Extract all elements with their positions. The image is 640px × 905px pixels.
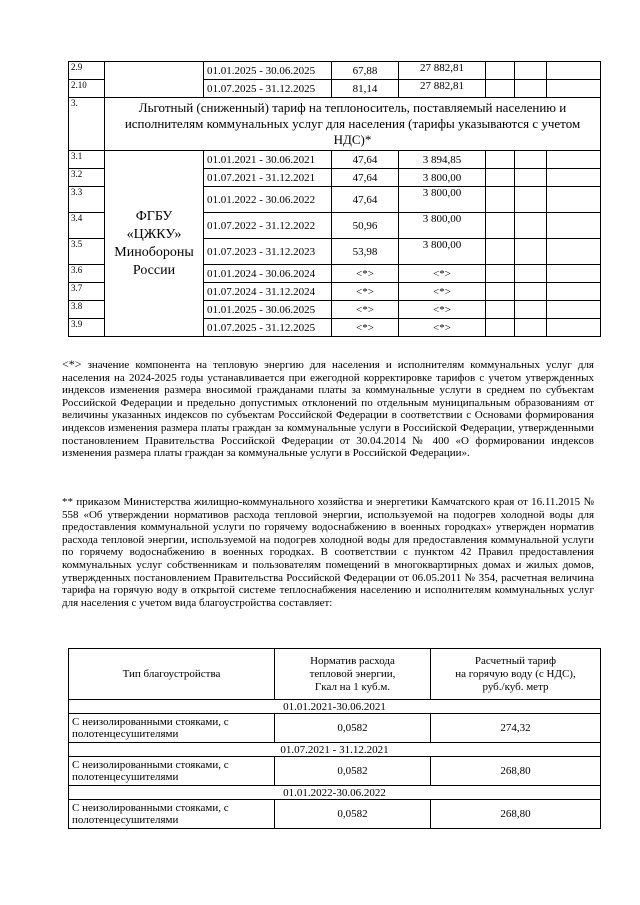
tariff-cell: 268,80 [431, 757, 601, 786]
empty-cell [515, 301, 547, 319]
tariff-cell: 268,80 [431, 800, 601, 829]
period-cell: 01.07.2024 - 31.12.2024 [204, 283, 332, 301]
table-row [69, 714, 601, 743]
row-number: 3.7 [69, 283, 105, 301]
rate-cell: 81,14 [332, 80, 399, 98]
header-type: Тип благоустройства [69, 649, 275, 700]
row-number: 3.9 [69, 319, 105, 337]
rate-cell: 53,98 [332, 239, 399, 265]
rate-cell: 50,96 [332, 213, 399, 239]
empty-cell [486, 283, 515, 301]
price-cell: <*> [399, 283, 486, 301]
org-cell-empty [105, 62, 204, 98]
section-heading-row [69, 98, 601, 151]
hot-water-tariff-table [68, 648, 601, 829]
period-cell: 01.01.2021 - 30.06.2021 [204, 151, 332, 169]
price-cell: 3 800,00 [399, 213, 486, 239]
period-label: 01.01.2021-30.06.2021 [69, 700, 601, 714]
empty-cell [547, 62, 601, 80]
table-row [69, 151, 601, 169]
footnote-mark: <*> [62, 357, 82, 371]
section-heading: Льготный (сниженный) тариф на теплоноситель, поставляемый населению и исполнителям коммунальных услуг для населения (тарифы указываются с учетом НДС)* [105, 98, 601, 151]
price-cell: 3 894,85 [399, 151, 486, 169]
empty-cell [486, 151, 515, 169]
footnote-tariff-index [62, 358, 594, 460]
period-cell: 01.01.2025 - 30.06.2025 [204, 62, 332, 80]
period-row [69, 700, 601, 714]
norm-cell: 0,0582 [275, 714, 431, 743]
header-line: на горячую воду (с НДС), [455, 667, 576, 680]
tariff-table [68, 61, 601, 337]
type-line: полотенцесушителями [72, 814, 179, 826]
row-number: 3.3 [69, 187, 105, 213]
period-cell: 01.01.2022 - 30.06.2022 [204, 187, 332, 213]
row-number: 3. [69, 98, 105, 151]
type-line: полотенцесушителями [72, 771, 179, 783]
table-row [69, 62, 601, 80]
rate-cell: 47,64 [332, 187, 399, 213]
footnote-hot-water-norm: ** приказом Министерства жилищно-коммунального хозяйства и энергетики Камчатского края от 16.11.2015 № 558 «Об утверждении нормативов расхода тепловой энергии, используемой на подогрев холодной воды для предоставления коммунальной услуги по горячему водоснабжению в военных городках» утвержден норматив расхода тепловой энергии, используемой на подогрев холодной воды для предоставления коммунальной услуги по горячему водоснабжению в военных городках. В соответствии с пунктом 42 Правил предоставления коммунальных услуг собственникам и пользователям помещений в многоквартирных домах и жилых домов, утвержденных постановлением Правительства Российской Федерации от 06.05.2011 № 354, расчетная величина тарифа на горячую воду в открытой системе теплоснабжения населению и исполнителям коммунальных услуг для населения с учетом вида благоустройства составляет: [62, 496, 594, 609]
header-norm [275, 649, 431, 700]
price-cell: 27 882,81 [399, 80, 486, 98]
period-label: 01.07.2021 - 31.12.2021 [69, 743, 601, 757]
empty-cell [547, 265, 601, 283]
rate-cell: 47,64 [332, 151, 399, 169]
rate-cell: <*> [332, 283, 399, 301]
price-cell: <*> [399, 319, 486, 337]
tariff-cell: 274,32 [431, 714, 601, 743]
period-cell: 01.07.2025 - 31.12.2025 [204, 80, 332, 98]
footnote-text: значение компонента на тепловую энергию для населения и исполнителям коммунальных услуг для населения на 2024-2025 годы устанавливается при ежегодной корректировке тарифов с учетом утвержденных индексов изменения размера вносимой гражданами платы за коммунальные услуги в среднем по субъектам Российской Федерации и предельно допустимых отклонений по отдельным муниципальным образованиям от величины указанных индексов по субъектам Российской Федерации в соответствии с Основами формирования индексов изменения размера платы граждан за коммунальные услуги в Российской Федерации, утвержденными постановлением Правительства Российской Федерации от 30.04.2014 № 400 «О формировании индексов изменения размера платы граждан за коммунальные услуги в Российской Федерации». [62, 359, 594, 460]
empty-cell [547, 239, 601, 265]
row-number: 3.4 [69, 213, 105, 239]
price-cell: <*> [399, 301, 486, 319]
type-cell [69, 800, 275, 829]
period-cell: 01.07.2023 - 31.12.2023 [204, 239, 332, 265]
norm-cell: 0,0582 [275, 800, 431, 829]
period-cell: 01.01.2024 - 30.06.2024 [204, 265, 332, 283]
table-header-row [69, 649, 601, 700]
header-line: Расчетный тариф [474, 654, 557, 667]
empty-cell [486, 213, 515, 239]
row-number: 3.1 [69, 151, 105, 169]
norm-cell: 0,0582 [275, 757, 431, 786]
period-cell: 01.07.2021 - 31.12.2021 [204, 169, 332, 187]
period-cell: 01.07.2022 - 31.12.2022 [204, 213, 332, 239]
price-cell: 3 800,00 [399, 169, 486, 187]
empty-cell [486, 62, 515, 80]
period-label: 01.01.2022-30.06.2022 [69, 786, 601, 800]
row-number: 2.9 [69, 62, 105, 80]
header-line: Гкал на 1 куб.м. [314, 680, 391, 693]
empty-cell [547, 283, 601, 301]
type-line: С неизолированными стояками, с [72, 802, 229, 814]
price-cell: <*> [399, 265, 486, 283]
org-line: «ЦЖКУ» [126, 226, 182, 242]
empty-cell [486, 265, 515, 283]
type-line: С неизолированными стояками, с [72, 759, 229, 771]
row-number: 3.5 [69, 239, 105, 265]
empty-cell [547, 187, 601, 213]
empty-cell [547, 80, 601, 98]
rate-cell: <*> [332, 319, 399, 337]
period-row [69, 743, 601, 757]
empty-cell [515, 265, 547, 283]
row-number: 2.10 [69, 80, 105, 98]
header-line: Норматив расхода [310, 654, 395, 667]
rate-cell: <*> [332, 265, 399, 283]
empty-cell [547, 319, 601, 337]
empty-cell [486, 239, 515, 265]
type-cell [69, 714, 275, 743]
row-number: 3.6 [69, 265, 105, 283]
price-cell: 3 800,00 [399, 187, 486, 213]
row-number: 3.2 [69, 169, 105, 187]
empty-cell [515, 80, 547, 98]
org-line: ФГБУ [135, 208, 173, 224]
empty-cell [486, 319, 515, 337]
empty-cell [515, 319, 547, 337]
empty-cell [515, 169, 547, 187]
type-line: полотенцесушителями [72, 728, 179, 740]
empty-cell [547, 169, 601, 187]
org-line: России [132, 262, 176, 278]
empty-cell [486, 301, 515, 319]
period-cell: 01.01.2025 - 30.06.2025 [204, 301, 332, 319]
table-row [69, 757, 601, 786]
price-cell: 3 800,00 [399, 239, 486, 265]
empty-cell [547, 151, 601, 169]
period-row [69, 786, 601, 800]
empty-cell [515, 151, 547, 169]
empty-cell [486, 80, 515, 98]
empty-cell [515, 213, 547, 239]
rate-cell: 67,88 [332, 62, 399, 80]
empty-cell [486, 169, 515, 187]
header-line: руб./куб. метр [482, 680, 549, 693]
organization-name [105, 151, 204, 337]
rate-cell: <*> [332, 301, 399, 319]
header-line: тепловой энергии, [309, 667, 396, 680]
empty-cell [515, 62, 547, 80]
empty-cell [486, 187, 515, 213]
rate-cell: 47,64 [332, 169, 399, 187]
empty-cell [515, 283, 547, 301]
period-cell: 01.07.2025 - 31.12.2025 [204, 319, 332, 337]
price-cell: 27 882,81 [399, 62, 486, 80]
empty-cell [515, 239, 547, 265]
org-line: Минобороны [114, 244, 194, 260]
row-number: 3.8 [69, 301, 105, 319]
type-line: С неизолированными стояками, с [72, 716, 229, 728]
table-row [69, 800, 601, 829]
empty-cell [547, 213, 601, 239]
empty-cell [547, 301, 601, 319]
type-cell [69, 757, 275, 786]
empty-cell [515, 187, 547, 213]
header-tariff [431, 649, 601, 700]
